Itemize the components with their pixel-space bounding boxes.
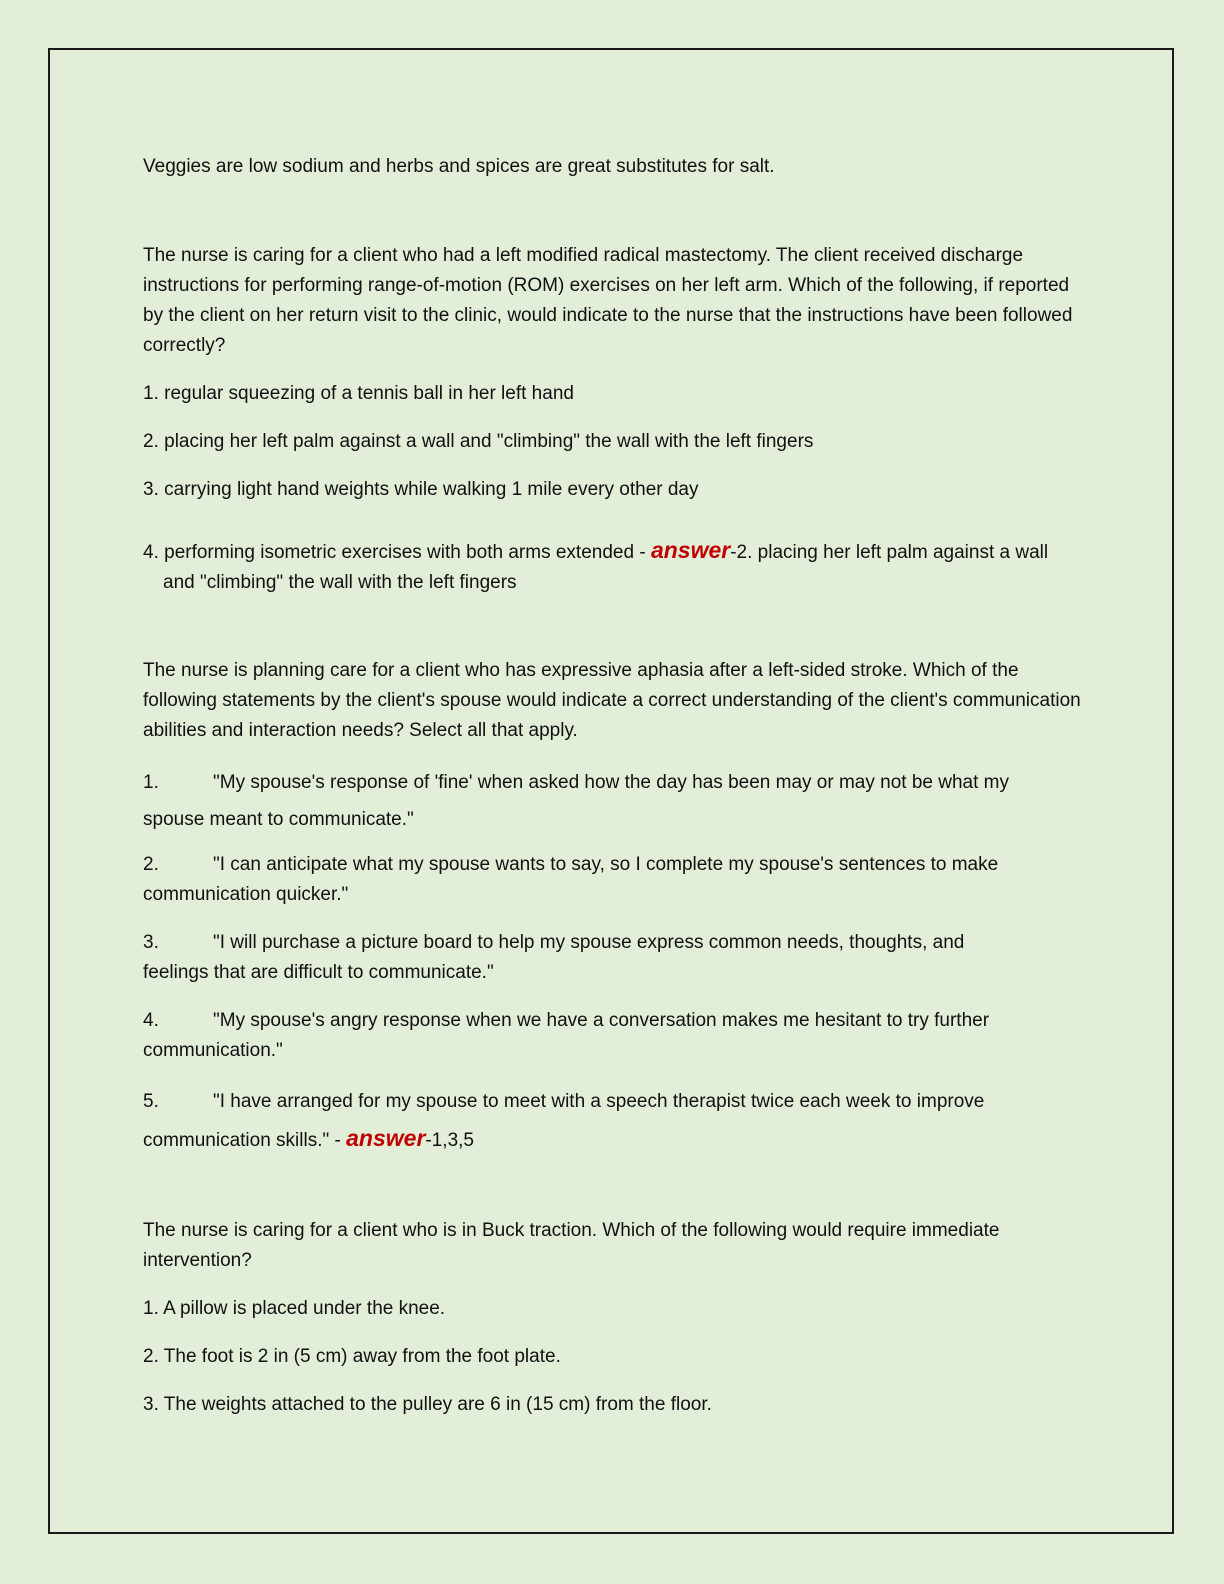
q2-option-4-text: "My spouse's angry response when we have a conversation makes me hesitant to try further bbox=[213, 1010, 990, 1031]
q2-answer-label: answer bbox=[346, 1125, 426, 1151]
q2-option-5-number: 5. bbox=[143, 1091, 159, 1112]
q2-option-4-continued: communication." bbox=[143, 1040, 283, 1061]
q2-option-1-number: 1. bbox=[143, 772, 159, 793]
q2-option-4 bbox=[143, 1006, 1083, 1066]
q2-option-2-number: 2. bbox=[143, 854, 159, 875]
q3-option-2: 2. The foot is 2 in (5 cm) away from the foot plate. bbox=[143, 1346, 561, 1367]
q2-option-5-text: "I have arranged for my spouse to meet with a speech therapist twice each week to improve bbox=[213, 1091, 985, 1112]
q3-option-3: 3. The weights attached to the pulley are 6 in (15 cm) from the floor. bbox=[143, 1394, 712, 1415]
q1-option-4 bbox=[143, 535, 1083, 598]
q1-option-1: 1. regular squeezing of a tennis ball in her left hand bbox=[143, 383, 574, 404]
q2-option-3-number: 3. bbox=[143, 932, 159, 953]
q1-option-4-text: 4. performing isometric exercises with both arms extended - bbox=[143, 542, 651, 563]
q2-option-3-continued: feelings that are difficult to communicate." bbox=[143, 962, 494, 983]
q2-stem: The nurse is planning care for a client who has expressive aphasia after a left-sided stroke. Which of the following statements by the client's spouse would indicate a correct understanding of the client's communication abilities and interaction needs? Select all that apply. bbox=[143, 660, 1081, 741]
q2-option-4-number: 4. bbox=[143, 1010, 159, 1031]
q1-option-3: 3. carrying light hand weights while walking 1 mile every other day bbox=[143, 479, 699, 500]
q2-option-2-continued: communication quicker." bbox=[143, 884, 349, 905]
q2-option-3 bbox=[143, 928, 1083, 988]
q1-answer-label: answer bbox=[650, 537, 731, 563]
q2-option-1 bbox=[143, 764, 1083, 838]
intro-text: Veggies are low sodium and herbs and spices are great substitutes for salt. bbox=[143, 156, 775, 177]
q3-option-1: 1. A pillow is placed under the knee. bbox=[143, 1298, 446, 1319]
q2-option-1-continued: spouse meant to communicate." bbox=[143, 809, 414, 830]
q2-option-5-continued-text: communication skills." - bbox=[143, 1130, 347, 1151]
q2-option-2 bbox=[143, 850, 1083, 910]
q1-stem: The nurse is caring for a client who had a left modified radical mastectomy. The client received discharge instructions for performing range-of-motion (ROM) exercises on her left arm. Which of the following, if reported by the client on her return visit to the clinic, would indicate to the nurse that the instructions have been followed correctly? bbox=[143, 245, 1073, 356]
q2-option-1-text: "My spouse's response of 'fine' when asked how the day has been may or may not be what my bbox=[213, 772, 1009, 793]
q2-option-2-text: "I can anticipate what my spouse wants to say, so I complete my spouse's sentences to make bbox=[213, 854, 999, 875]
q1-answer-text: -2. placing her left palm against a wall and "climbing" the wall with the left fingers bbox=[163, 542, 1049, 593]
document-content bbox=[143, 152, 1083, 1420]
q2-option-5 bbox=[143, 1084, 1083, 1159]
q3-stem: The nurse is caring for a client who is in Buck traction. Which of the following would require immediate intervention? bbox=[143, 1220, 1000, 1271]
q2-option-3-text: "I will purchase a picture board to help my spouse express common needs, thoughts, and bbox=[213, 932, 965, 953]
q1-option-2: 2. placing her left palm against a wall and "climbing" the wall with the left fingers bbox=[143, 431, 814, 452]
q2-option-5-continued bbox=[143, 1120, 1083, 1159]
q2-answer-text: -1,3,5 bbox=[425, 1130, 474, 1151]
